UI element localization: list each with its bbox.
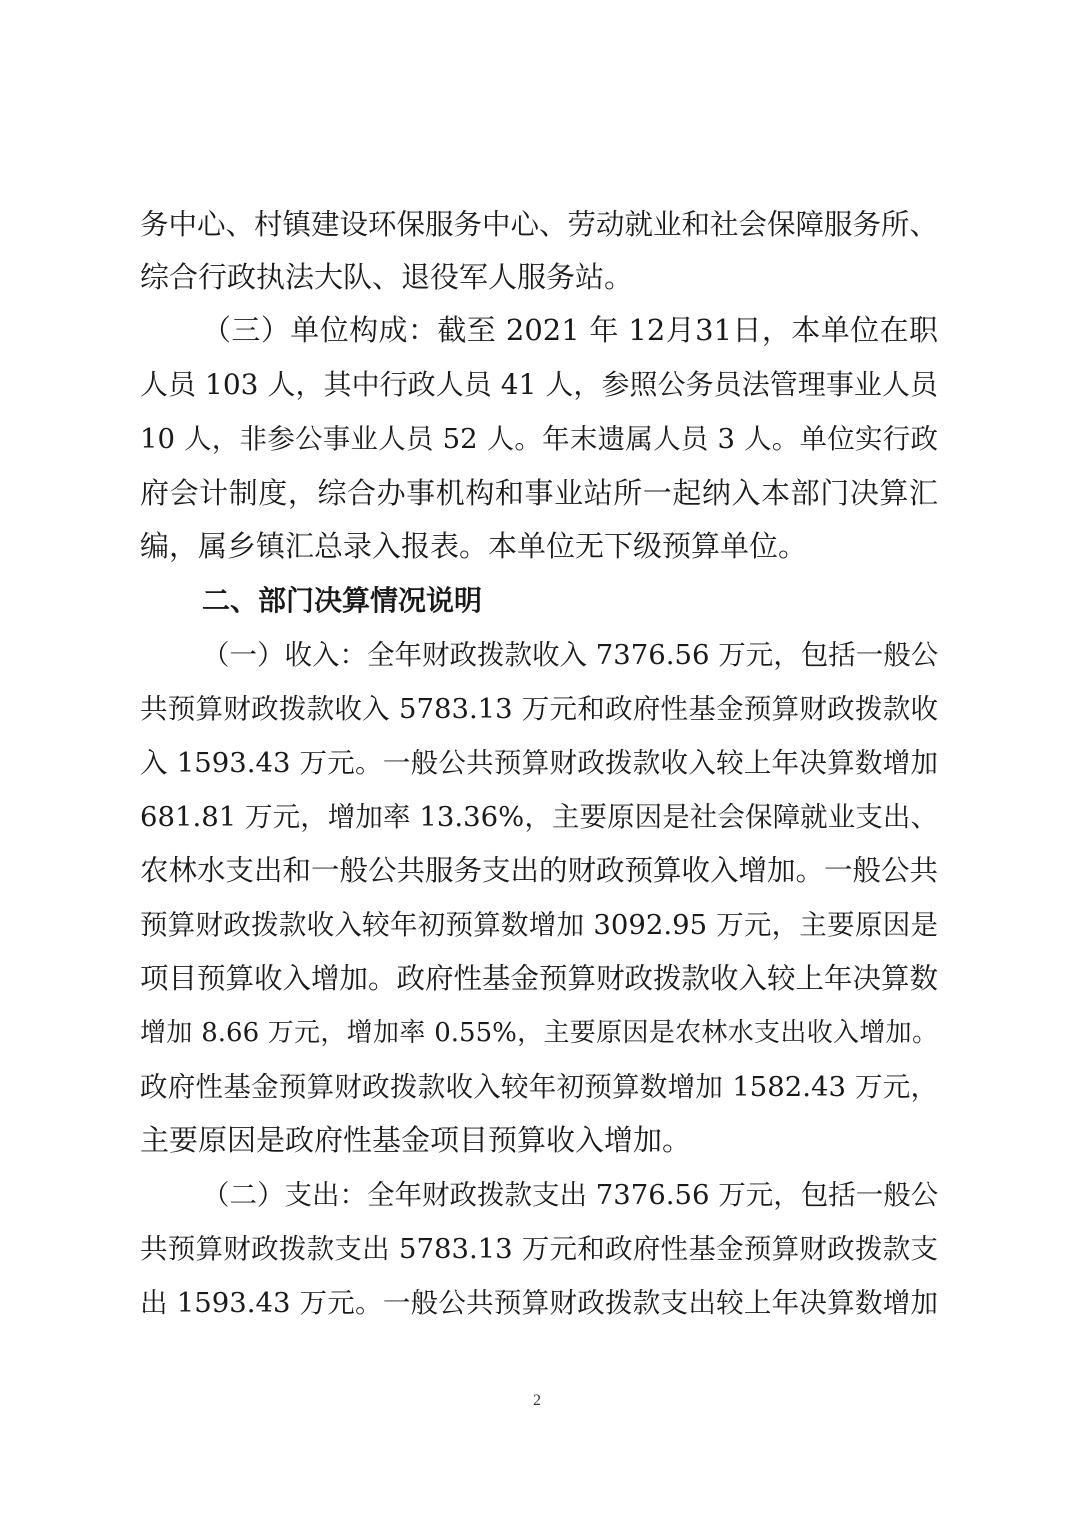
text-line: 共预算财政拨款收入 5783.13 万元和政府性基金预算财政拨款收 [140, 693, 938, 725]
text-line: 增加 8.66 万元，增加率 0.55%，主要原因是农林水支出收入增加。 [140, 1018, 938, 1048]
text-line: 农林水支出和一般公共服务支出的财政预算收入增加。一般公共 [140, 854, 939, 887]
text-line: 出 1593.43 万元。一般公共预算财政拨款支出较上年决算数增加 [140, 1287, 938, 1319]
section-heading: 二、部门决算情况说明 [202, 584, 483, 617]
text-line: （二）支出：全年财政拨款支出 7376.56 万元，包括一般公 [202, 1179, 939, 1211]
page-number: 2 [533, 1392, 541, 1409]
text-line: （一）收入：全年财政拨款收入 7376.56 万元，包括一般公 [202, 639, 939, 671]
text-line: 681.81 万元，增加率 13.36%，主要原因是社会保障就业支出、 [140, 801, 938, 833]
text-line: 项目预算收入增加。政府性基金预算财政拨款收入较上年决算数 [140, 962, 939, 995]
text-line: 入 1593.43 万元。一般公共预算财政拨款收入较上年决算数增加 [140, 747, 938, 779]
text-line: 政府性基金预算财政拨款收入较年初预算数增加 1582.43 万元， [140, 1071, 938, 1103]
text-line: 共预算财政拨款支出 5783.13 万元和政府性基金预算财政拨款支 [140, 1233, 938, 1265]
text-line: 人员 103 人，其中行政人员 41 人，参照公务员法管理事业人员 [140, 368, 938, 401]
text-line: 综合行政执法大队、退役军人服务站。 [140, 260, 634, 294]
text-line: 府会计制度，综合办事机构和事业站所一起纳入本部门决算汇 [140, 476, 938, 510]
text-line: 主要原因是政府性基金项目预算收入增加。 [140, 1123, 692, 1157]
text-line: 预算财政拨款收入较年初预算数增加 3092.95 万元，主要原因是 [140, 909, 938, 941]
text-line: 务中心、村镇建设环保服务中心、劳动就业和社会保障服务所、 [140, 208, 939, 241]
text-line: （三）单位构成：截至 2021 年 12月31日，本单位在职 [202, 313, 938, 347]
text-line: 10 人，非参公事业人员 52 人。年末遗属人员 3 人。单位实行政 [140, 423, 938, 455]
text-line: 编，属乡镇汇总录入报表。本单位无下级预算单位。 [140, 529, 808, 563]
